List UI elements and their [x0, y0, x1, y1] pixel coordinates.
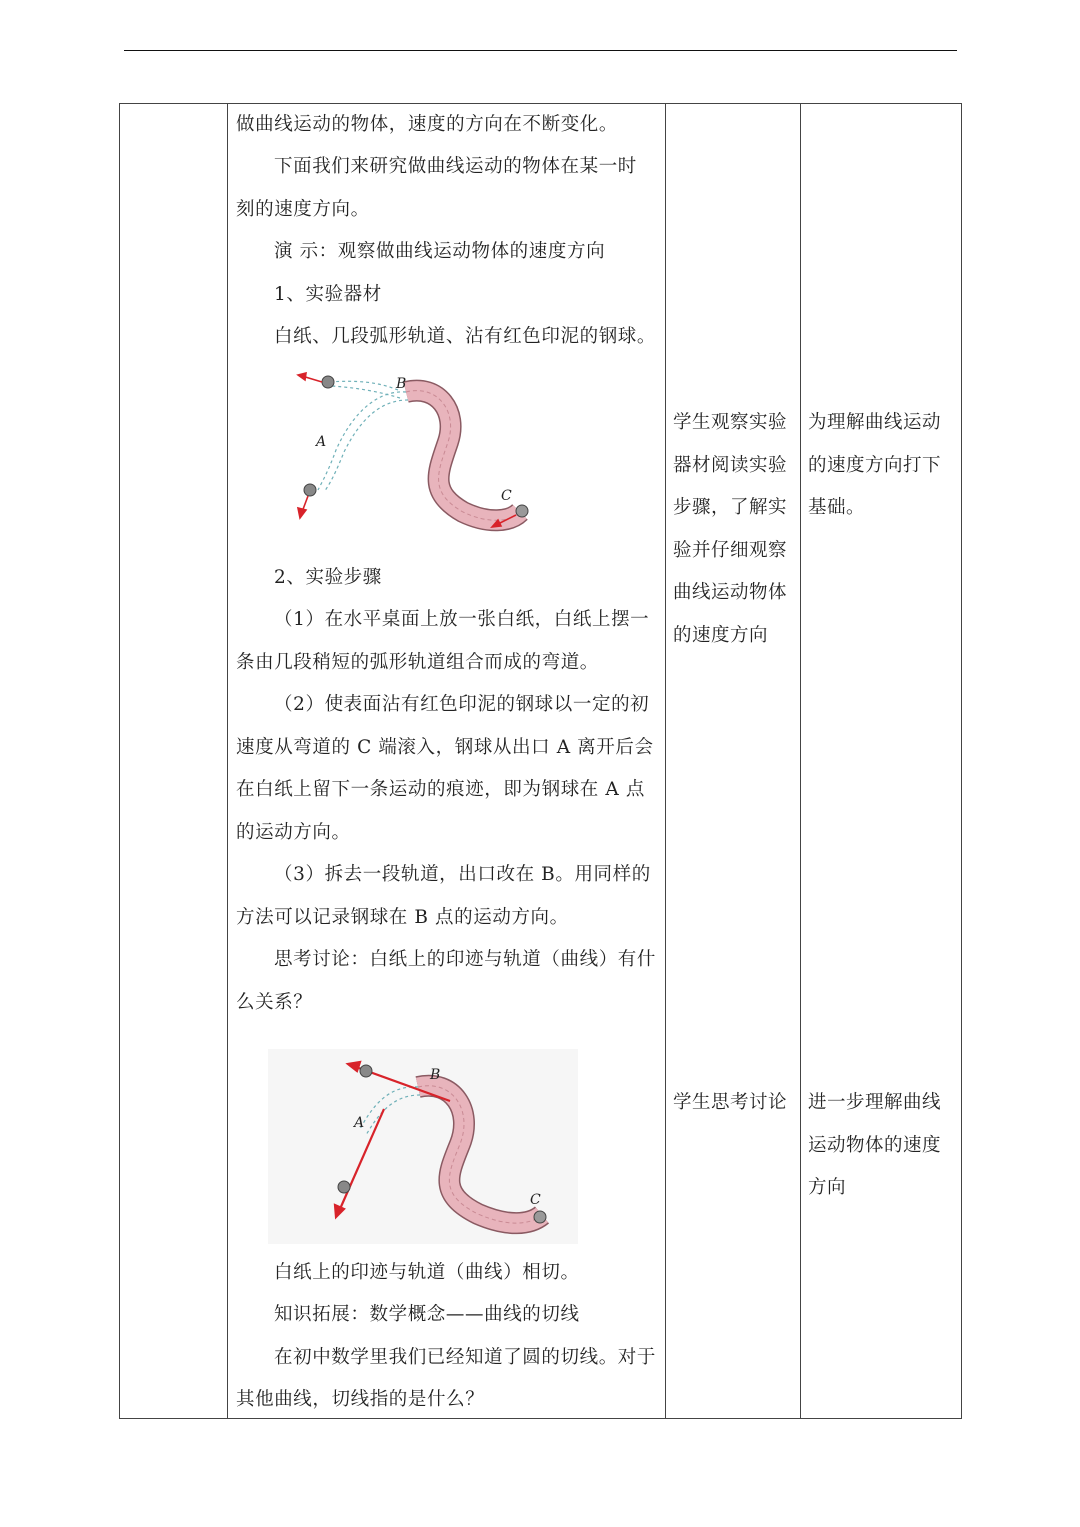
dashed-trajectories	[318, 381, 408, 492]
curved-track-figure-1	[288, 372, 548, 542]
student-activity-1	[673, 402, 797, 657]
column-divider-3	[800, 104, 801, 1418]
conclusion-line: 白纸上的印迹与轨道（曲线）相切。	[274, 1262, 580, 1283]
content-line: 么关系？	[236, 992, 313, 1013]
student-activity-2	[673, 1082, 797, 1125]
steps-heading: 2、实验步骤	[274, 567, 382, 588]
student-activity-line: 曲线运动物体	[673, 582, 788, 603]
content-line: 其他曲线，切线指的是什么？	[236, 1389, 485, 1410]
student-activity-line: 步骤，了解实	[673, 497, 788, 518]
content-line: 下面我们来研究做曲线运动的物体在某一时	[274, 156, 637, 177]
extension-heading: 知识拓展：数学概念——曲线的切线	[274, 1304, 580, 1325]
content-line: （3）拆去一段轨道，出口改在 B。用同样的	[274, 864, 651, 885]
content-line: 在白纸上留下一条运动的痕迹，即为钢球在 A 点	[236, 779, 645, 800]
content-line: 刻的速度方向。	[236, 199, 370, 220]
lesson-table	[119, 103, 962, 1419]
content-line: 做曲线运动的物体，速度的方向在不断变化。	[236, 114, 619, 135]
student-activity-line: 验并仔细观察	[673, 539, 788, 561]
label-a: A	[316, 434, 327, 450]
student-activity-line: 的速度方向	[673, 624, 769, 646]
content-line: （1）在水平桌面上放一张白纸，白纸上摆一	[274, 609, 650, 630]
design-intent-line: 运动物体的速度	[808, 1134, 942, 1156]
content-line: 条由几段稍短的弧形轨道组合而成的弯道。	[236, 652, 599, 673]
label-b: B	[396, 376, 407, 392]
student-activity-line: 学生观察实验	[673, 412, 788, 433]
discussion-question: 思考讨论：白纸上的印迹与轨道（曲线）有什	[274, 949, 657, 970]
velocity-arrows	[298, 373, 516, 527]
label-b: B	[430, 1067, 441, 1083]
content-line: 在初中数学里我们已经知道了圆的切线。对于	[274, 1347, 657, 1368]
header-rule	[124, 50, 957, 51]
design-intent-line: 基础。	[808, 497, 866, 518]
design-intent-line: 的速度方向打下	[808, 454, 942, 476]
content-line: 速度从弯道的 C 端滚入，钢球从出口 A 离开后会	[236, 737, 654, 758]
label-a: A	[354, 1115, 365, 1131]
student-activity-line: 学生思考讨论	[673, 1092, 788, 1113]
design-intent-line: 方向	[808, 1177, 847, 1198]
content-line: 的运动方向。	[236, 822, 351, 843]
column-divider-2	[665, 104, 666, 1418]
content-line: （2）使表面沾有红色印泥的钢球以一定的初	[274, 694, 650, 715]
student-activity-line: 器材阅读实验	[673, 454, 788, 476]
materials-heading: 1、实验器材	[274, 284, 382, 305]
design-intent-1	[808, 402, 958, 530]
materials-text: 白纸、几段弧形轨道、沾有红色印泥的钢球。	[274, 326, 657, 347]
demo-heading: 演 示：观察做曲线运动物体的速度方向	[274, 241, 606, 262]
column-divider-1	[227, 104, 228, 1418]
curved-track-figure-2	[268, 1049, 578, 1244]
design-intent-line: 进一步理解曲线	[808, 1092, 942, 1113]
label-c: C	[530, 1192, 541, 1208]
label-c: C	[501, 488, 512, 504]
design-intent-2	[808, 1082, 958, 1210]
design-intent-line: 为理解曲线运动	[808, 412, 942, 433]
content-line: 方法可以记录钢球在 B 点的运动方向。	[236, 907, 569, 928]
